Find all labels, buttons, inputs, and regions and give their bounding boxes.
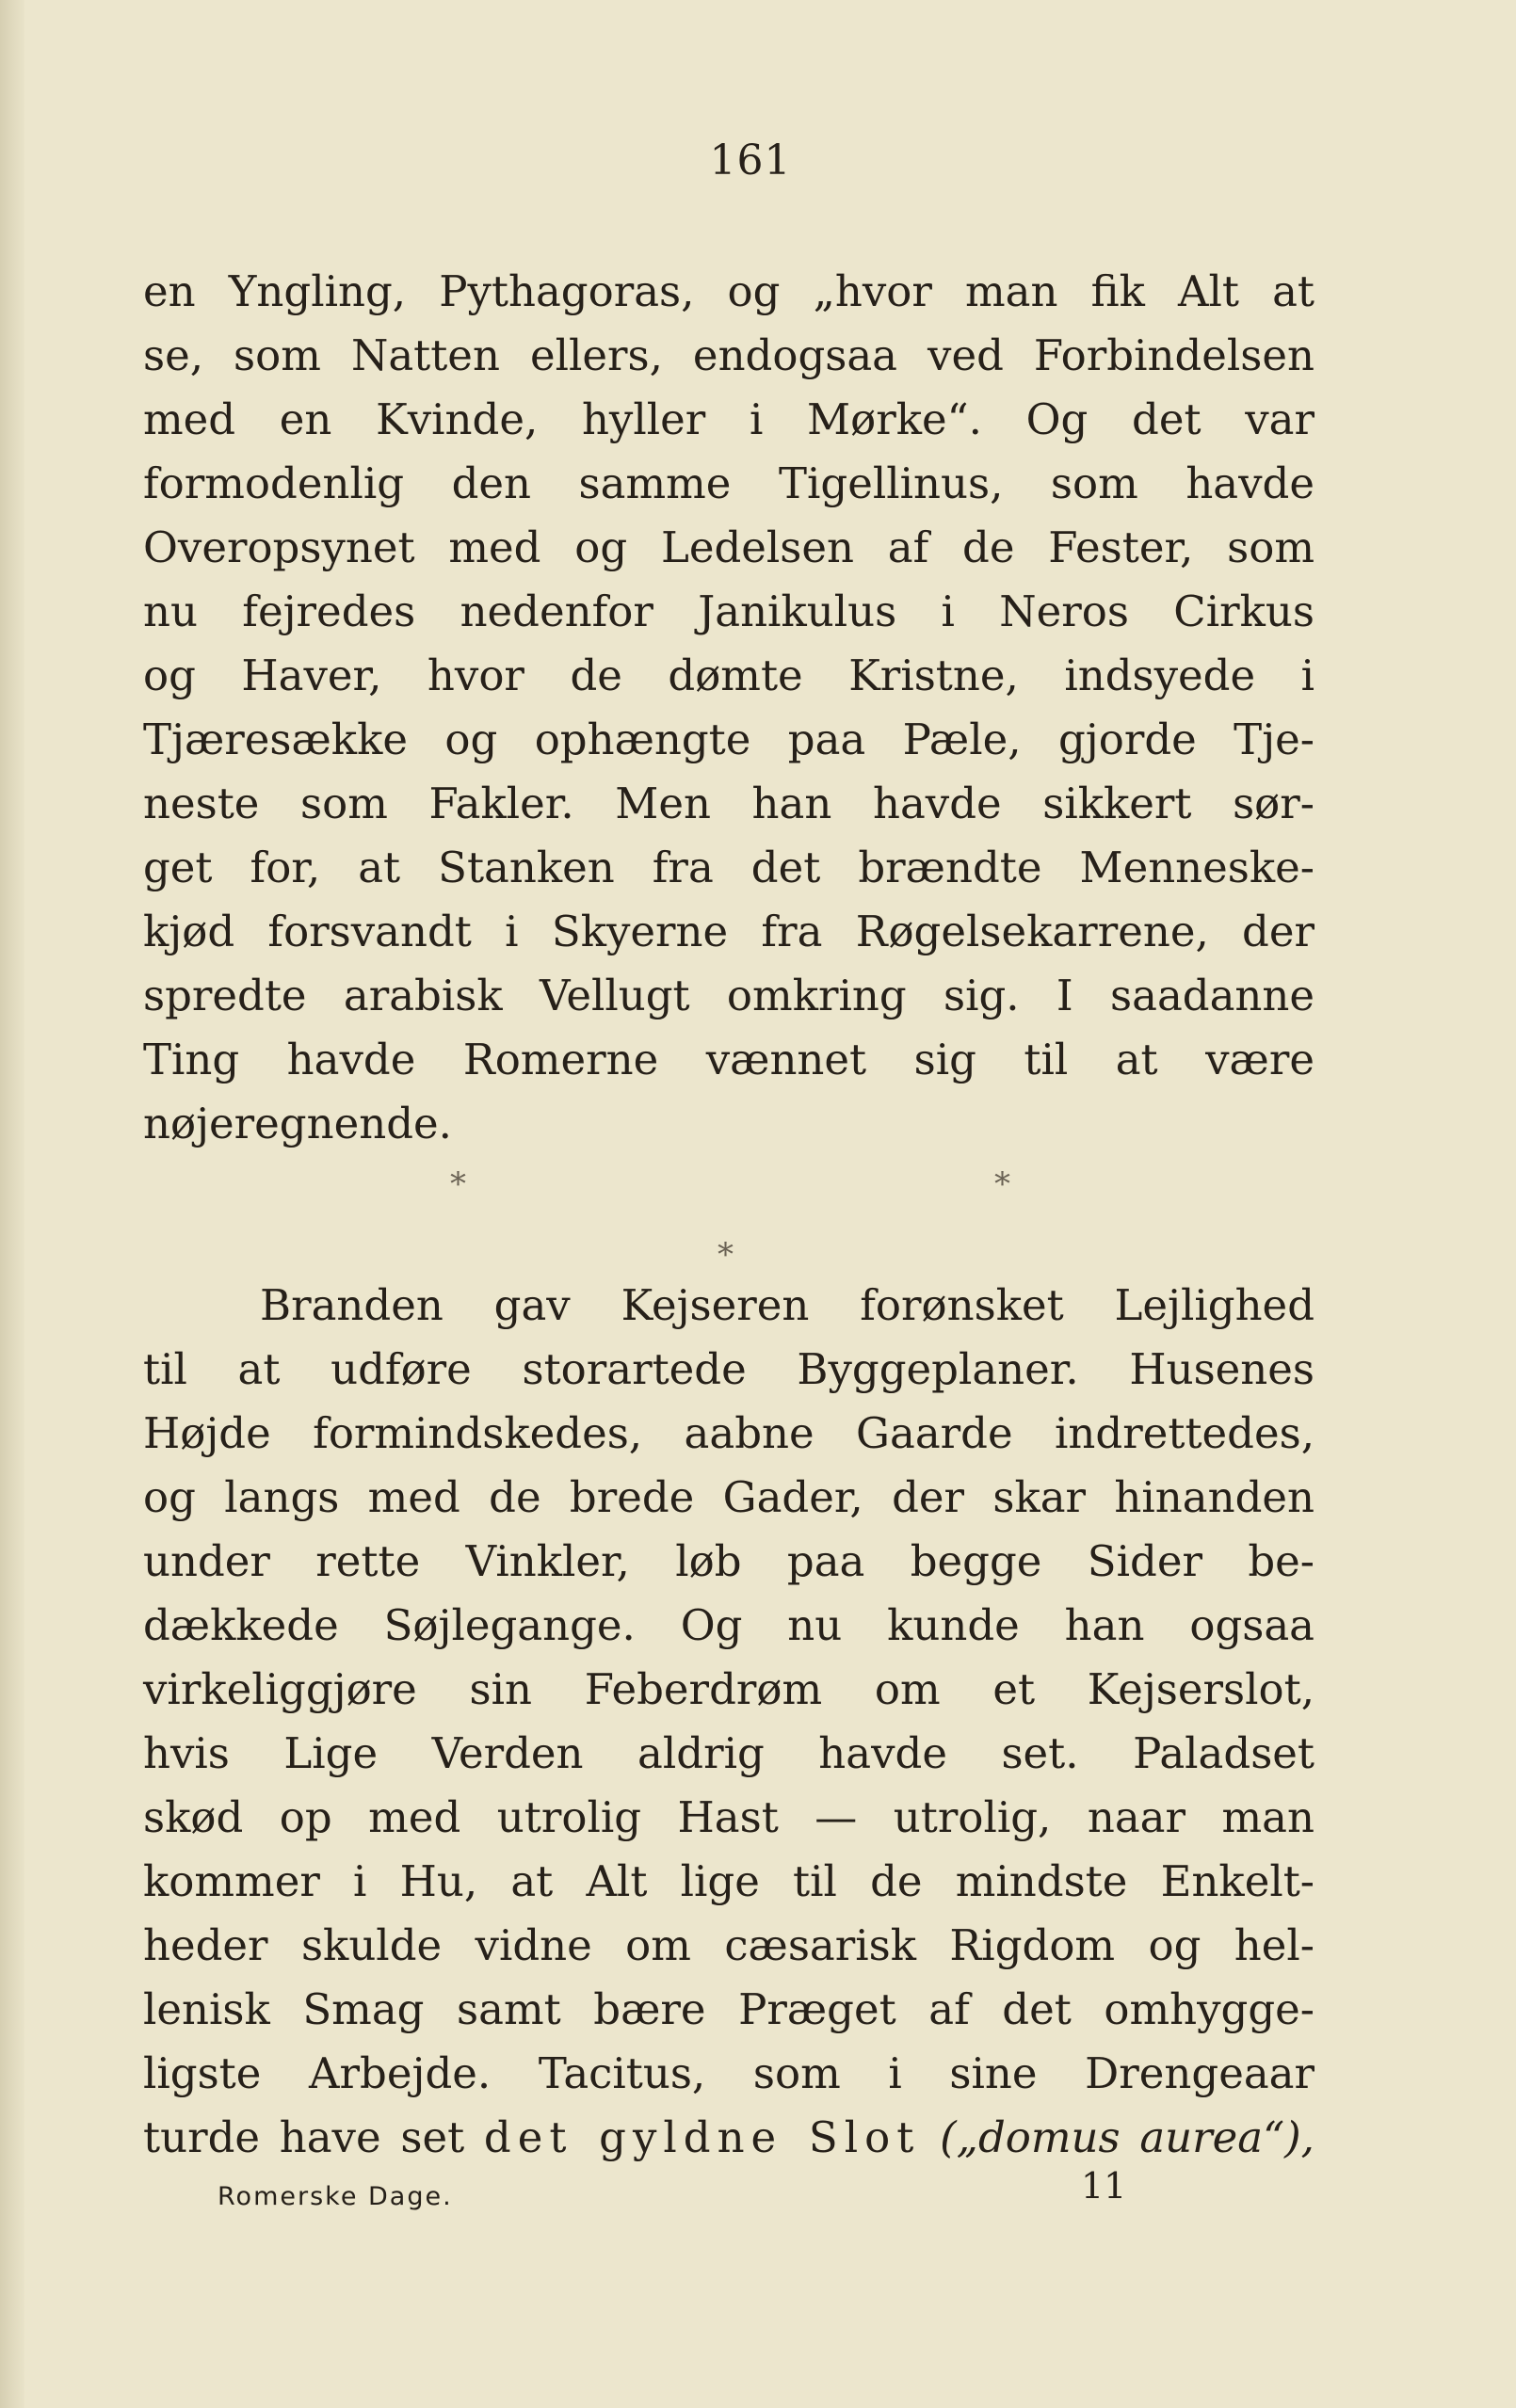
text-line: kommer i Hu, at Alt lige til de mindste Enkelt- xyxy=(143,1856,1314,1906)
text-line-final xyxy=(143,2106,1314,2170)
text-line: neste som Fakler. Men han havde sikkert sør- xyxy=(143,779,1314,828)
text-line: Branden gav Kejseren forønsket Lejlighed xyxy=(260,1280,1314,1330)
text-line: Tjæresække og ophængte paa Pæle, gjorde Tje- xyxy=(143,714,1314,764)
signature-number: 11 xyxy=(1081,2165,1127,2207)
text-line: Overopsynet med og Ledelsen af de Fester, som xyxy=(143,522,1314,572)
page-binding-edge xyxy=(0,0,24,2408)
text-line: og langs med de brede Gader, der skar hinanden xyxy=(143,1472,1314,1522)
text-line: under rette Vinkler, løb paa begge Sider be- xyxy=(143,1536,1314,1586)
text-line: nu fejredes nedenfor Janikulus i Neros Cirkus xyxy=(143,586,1314,636)
asterism-star: * xyxy=(718,1236,734,1274)
text-line: virkeliggjøre sin Feberdrøm om et Kejserslot, xyxy=(143,1664,1314,1714)
text-line: spredte arabisk Vellugt omkring sig. I saadanne xyxy=(143,971,1314,1020)
text-line: dækkede Søjlegange. Og nu kunde han ogsaa xyxy=(143,1600,1314,1650)
italic-close: “), xyxy=(1263,2112,1314,2162)
text-line: en Yngling, Pythagoras, og „hvor man fik Alt at xyxy=(143,266,1314,316)
italic-open: („ xyxy=(920,2112,978,2162)
text-line: til at udføre storartede Byggeplaner. Husenes xyxy=(143,1344,1314,1394)
asterism-star: * xyxy=(450,1165,466,1203)
paragraph-2 xyxy=(143,1274,1314,2170)
page-number: 161 xyxy=(709,136,792,185)
latin-phrase: domus aurea xyxy=(977,2112,1264,2162)
asterism-star: * xyxy=(994,1165,1010,1203)
text-line: Ting havde Romerne vænnet sig til at være xyxy=(143,1035,1314,1084)
text-line: ligste Arbejde. Tacitus, som i sine Drengeaar xyxy=(143,2048,1314,2098)
text-line: kjød forsvandt i Skyerne fra Røgelsekarrene, der xyxy=(143,907,1314,956)
text-line: og Haver, hvor de dømte Kristne, indsyede i xyxy=(143,650,1314,700)
text-line: se, som Natten ellers, endogsaa ved Forbindelsen xyxy=(143,330,1314,380)
text-line: med en Kvinde, hyller i Mørke“. Og det var xyxy=(143,394,1314,444)
text-line: skød op med utrolig Hast — utrolig, naar man xyxy=(143,1792,1314,1842)
paragraph-1 xyxy=(143,260,1314,1156)
text-line: heder skulde vidne om cæsarisk Rigdom og hel- xyxy=(143,1920,1314,1970)
text-line: nøjeregnende. xyxy=(143,1099,452,1148)
spaced-emphasis: det gyldne Slot xyxy=(483,2112,921,2162)
signature-title: Romerske Dage. xyxy=(218,2182,453,2211)
final-line-start: turde have set xyxy=(143,2112,484,2162)
text-line: get for, at Stanken fra det brændte Menneske- xyxy=(143,843,1314,892)
text-line: Højde formindskedes, aabne Gaarde indrettedes, xyxy=(143,1408,1314,1458)
text-line: lenisk Smag samt bære Præget af det omhygge- xyxy=(143,1984,1314,2034)
text-line: formodenlig den samme Tigellinus, som havde xyxy=(143,458,1314,508)
text-line: hvis Lige Verden aldrig havde set. Paladset xyxy=(143,1728,1314,1778)
